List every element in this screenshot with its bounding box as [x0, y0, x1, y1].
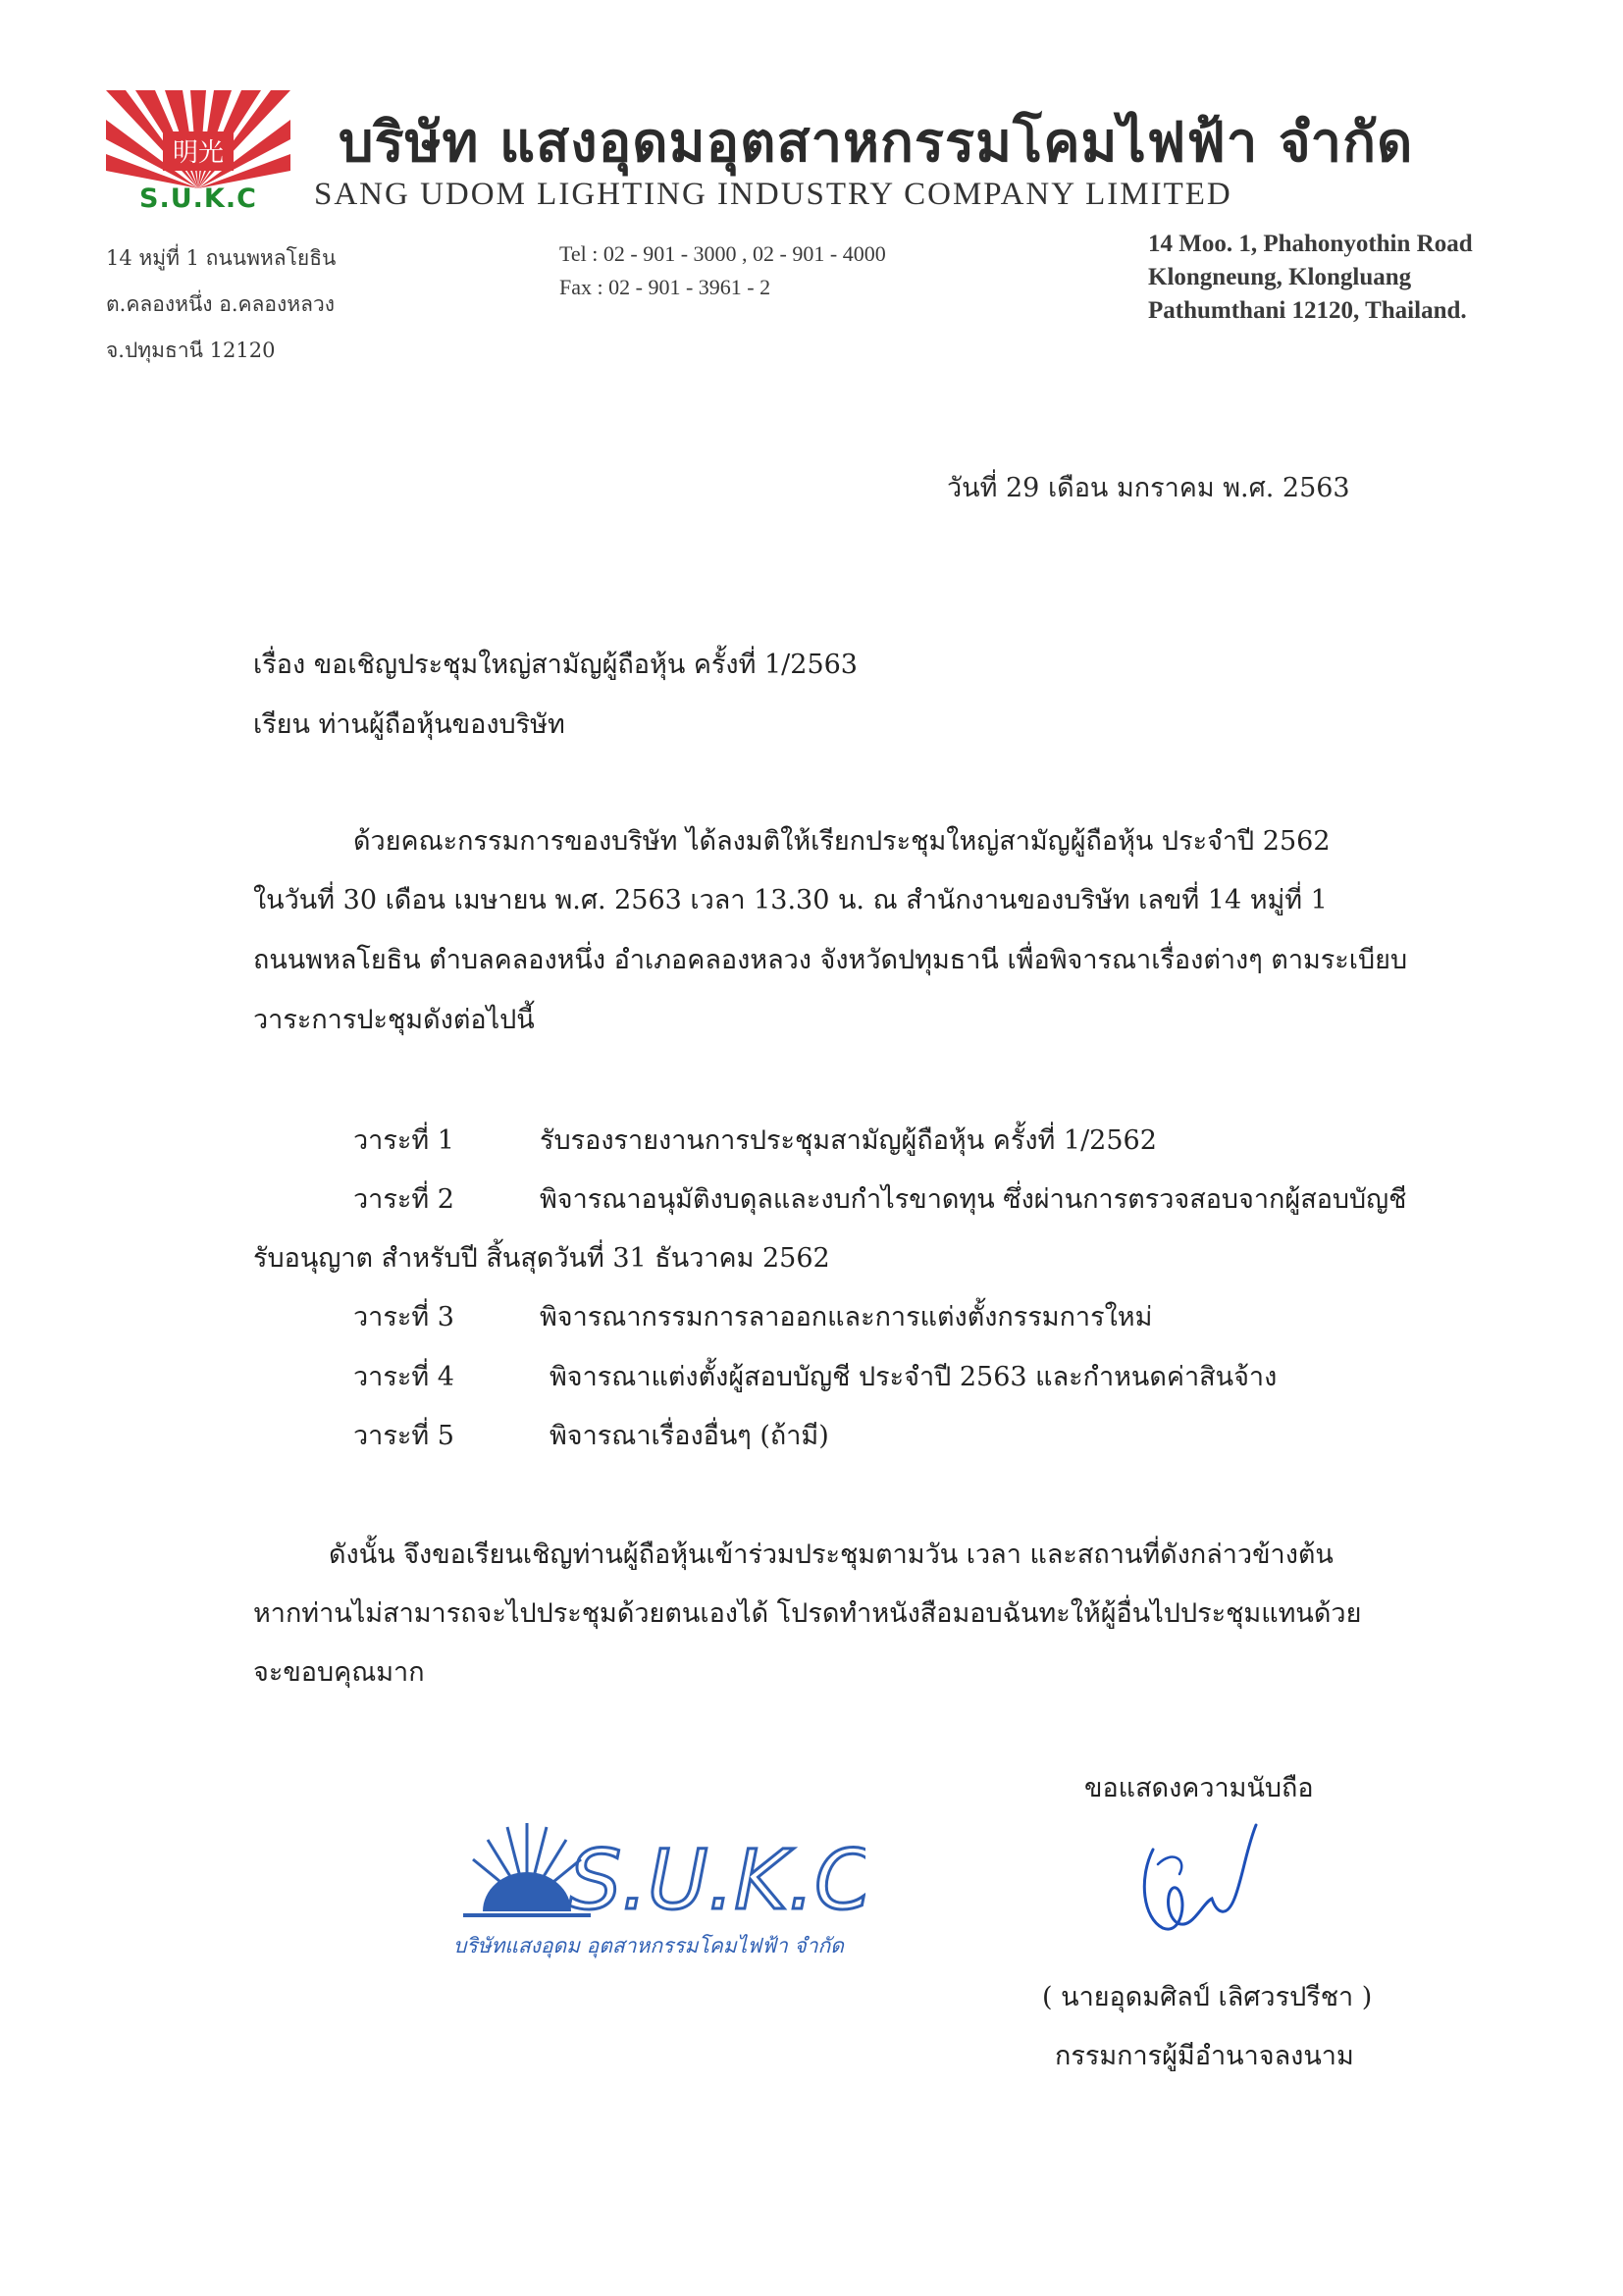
signer-name: ( นายอุดมศิลป์ เลิศวรปรีชา )	[1042, 1982, 1373, 2012]
agenda-label: วาระที่ 4	[353, 1362, 454, 1392]
logo-chinese-text: 明光	[172, 138, 225, 168]
intro-line: ด้วยคณะกรรมการของบริษัท ได้ลงมติให้เรียกประชุมใหญ่สามัญผู้ถือหุ้น ประจำปี 2562	[353, 826, 1331, 857]
intro-line: ถนนพหลโยธิน ตำบลคลองหนึ่ง อำเภอคลองหลวง จังหวัดปทุมธานี เพื่อพิจารณาเรื่องต่างๆ ตามระเบียบ	[253, 945, 1408, 975]
telephone: Tel : 02 - 901 - 3000 , 02 - 901 - 4000	[559, 241, 886, 266]
signer-title: กรรมการผู้มีอำนาจลงนาม	[1055, 2041, 1354, 2071]
letter-date: วันที่ 29 เดือน มกราคม พ.ศ. 2563	[947, 473, 1350, 503]
salutation: เรียน ท่านผู้ถือหุ้นของบริษัท	[253, 709, 565, 740]
address-english-line: Klongneung, Klongluang	[1148, 264, 1412, 290]
agenda-text: พิจารณากรรมการลาออกและการแต่งตั้งกรรมการใหม่	[540, 1302, 1153, 1332]
intro-line: ในวันที่ 30 เดือน เมษายน พ.ศ. 2563 เวลา 13.30 น. ณ สำนักงานของบริษัท เลขที่ 14 หมู่ที่ 1	[253, 885, 1328, 915]
agenda-label: วาระที่ 5	[353, 1421, 454, 1451]
contact-numbers	[559, 237, 886, 304]
agenda-text: พิจารณาเรื่องอื่นๆ (ถ้ามี)	[550, 1421, 829, 1451]
address-english-line: 14 Moo. 1, Phahonyothin Road	[1148, 231, 1473, 257]
address-thai	[106, 235, 336, 374]
agenda-label: วาระที่ 2	[353, 1184, 454, 1215]
company-logo	[106, 90, 290, 216]
signature	[1119, 1820, 1266, 1957]
address-english	[1148, 228, 1473, 328]
address-english-line: Pathumthani 12120, Thailand.	[1148, 297, 1467, 324]
agenda-label: วาระที่ 3	[353, 1302, 454, 1332]
seal-sunburst-icon	[453, 1805, 865, 1933]
agenda-text: พิจารณาอนุมัติงบดุลและงบกำไรขาดทุน ซึ่งผ่านการตรวจสอบจากผู้สอบบัญชี	[540, 1184, 1407, 1215]
agenda-text: พิจารณาแต่งตั้งผู้สอบบัญชี ประจำปี 2563 และกำหนดค่าสินจ้าง	[550, 1362, 1278, 1392]
fax: Fax : 02 - 901 - 3961 - 2	[559, 275, 771, 299]
regards: ขอแสดงความนับถือ	[1084, 1773, 1314, 1803]
address-thai-line: จ.ปทุมธานี 12120	[106, 339, 276, 362]
address-thai-line: ต.คลองหนึ่ง อ.คลองหลวง	[106, 292, 336, 316]
agenda-text: รับรองรายงานการประชุมสามัญผู้ถือหุ้น ครั้งที่ 1/2562	[540, 1125, 1157, 1156]
closing-line: จะขอบคุณมาก	[253, 1657, 425, 1688]
agenda-label: วาระที่ 1	[353, 1125, 454, 1156]
agenda-text-continued: รับอนุญาต สำหรับปี สิ้นสุดวันที่ 31 ธันวาคม 2562	[253, 1243, 830, 1274]
closing-line: ดังนั้น จึงขอเรียนเชิญท่านผู้ถือหุ้นเข้าร่วมประชุมตามวัน เวลา และสถานที่ดังกล่าวข้างต้น	[329, 1539, 1334, 1570]
seal-logo-text: S.U.K.C	[569, 1832, 865, 1928]
seal-caption: บริษัทแสงอุดม อุตสาหกรรมโคมไฟฟ้า จำกัด	[453, 1934, 844, 1957]
signature-mark	[1119, 1820, 1266, 1957]
subject-line: เรื่อง ขอเชิญประชุมใหญ่สามัญผู้ถือหุ้น ครั้งที่ 1/2563	[253, 650, 858, 680]
company-name-english: SANG UDOM LIGHTING INDUSTRY COMPANY LIMITED	[314, 177, 1232, 212]
address-thai-line: 14 หมู่ที่ 1 ถนนพหลโยธิน	[106, 246, 337, 270]
company-seal-stamp	[453, 1805, 865, 1962]
company-name-thai: บริษัท แสงอุดมอุตสาหกรรมโคมไฟฟ้า จำกัด	[339, 110, 1414, 175]
logo-text: S.U.K.C	[139, 183, 257, 214]
intro-line: วาระการปะชุมดังต่อไปนี้	[253, 1005, 535, 1035]
sunburst-icon	[106, 90, 290, 188]
closing-line: หากท่านไม่สามารถจะไปประชุมด้วยตนเองได้ โปรดทำหนังสือมอบฉันทะให้ผู้อื่นไปประชุมแทนด้วย	[253, 1598, 1362, 1629]
